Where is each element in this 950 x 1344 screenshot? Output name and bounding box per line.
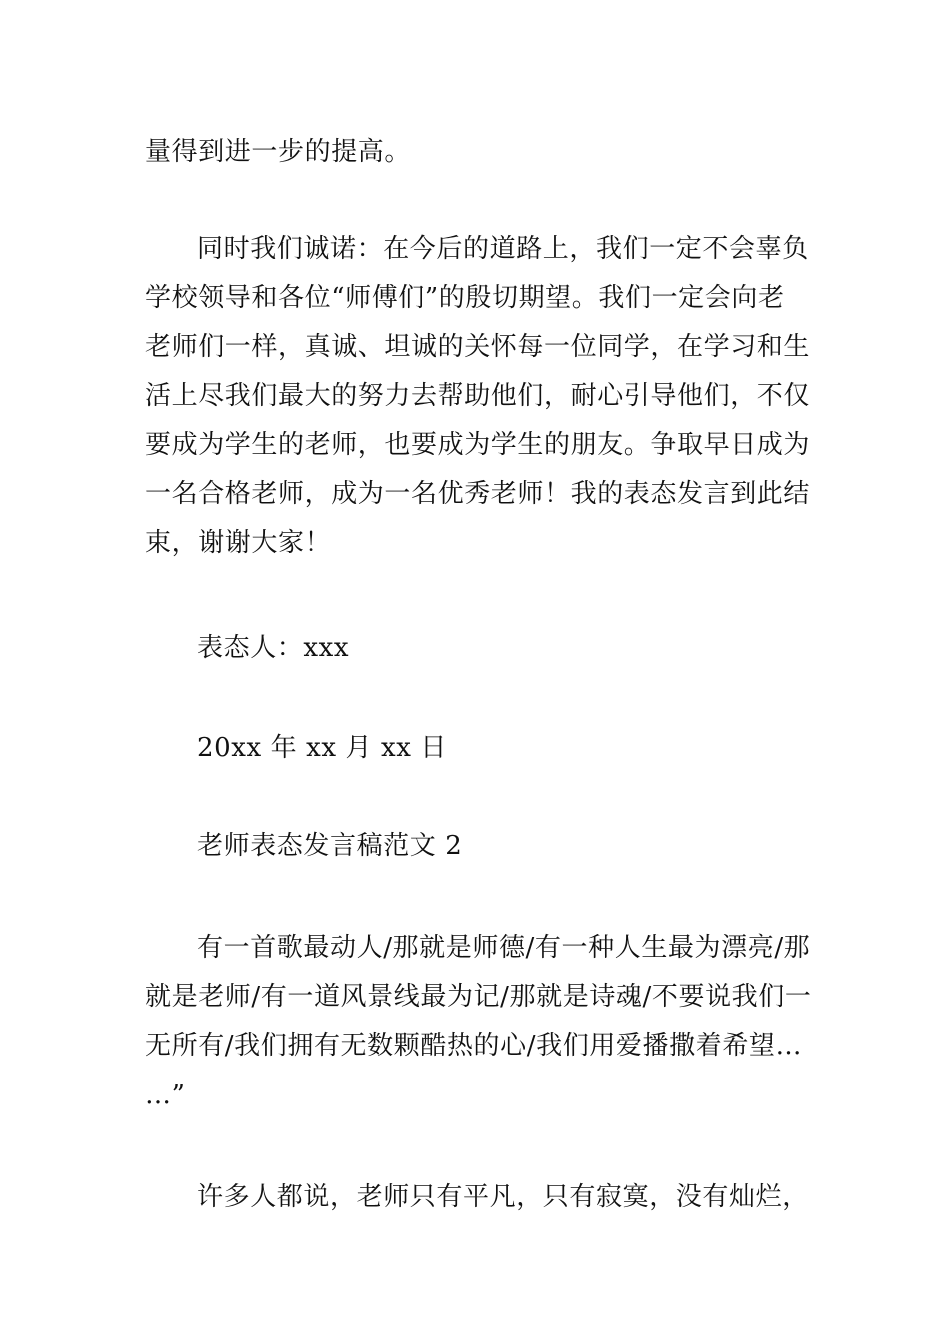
- paragraph-line: …”: [145, 1080, 186, 1110]
- paragraph-line: 老师们一样，真诚、坦诚的关怀每一位同学，在学习和生: [145, 332, 811, 362]
- paragraph-line: 活上尽我们最大的努力去帮助他们，耐心引导他们，不仅: [145, 381, 811, 411]
- paragraph-line: 要成为学生的老师，也要成为学生的朋友。争取早日成为: [145, 430, 811, 460]
- date-line: 20xx 年 xx 月 xx 日: [197, 733, 447, 763]
- paragraph-line: 量得到进一步的提高。: [145, 137, 412, 167]
- signer-line: 表态人：xxx: [197, 633, 350, 663]
- paragraph-line: 同时我们诚诺：在今后的道路上，我们一定不会辜负: [197, 234, 809, 264]
- paragraph-line: 许多人都说，老师只有平凡，只有寂寞，没有灿烂，: [197, 1182, 809, 1212]
- paragraph-line: 一名合格老师，成为一名优秀老师！我的表态发言到此结: [145, 479, 811, 509]
- section-heading: 老师表态发言稿范文 2: [197, 831, 463, 861]
- paragraph-line: 无所有/我们拥有无数颗酷热的心/我们用爱播撒着希望…: [145, 1031, 803, 1061]
- paragraph-line: 束，谢谢大家！: [145, 528, 332, 558]
- paragraph-line: 学校领导和各位“师傅们”的殷切期望。我们一定会向老: [145, 283, 785, 313]
- paragraph-line: 就是老师/有一道风景线最为记/那就是诗魂/不要说我们一: [145, 982, 812, 1012]
- paragraph-line: 有一首歌最动人/那就是师德/有一种人生最为漂亮/那: [197, 933, 811, 963]
